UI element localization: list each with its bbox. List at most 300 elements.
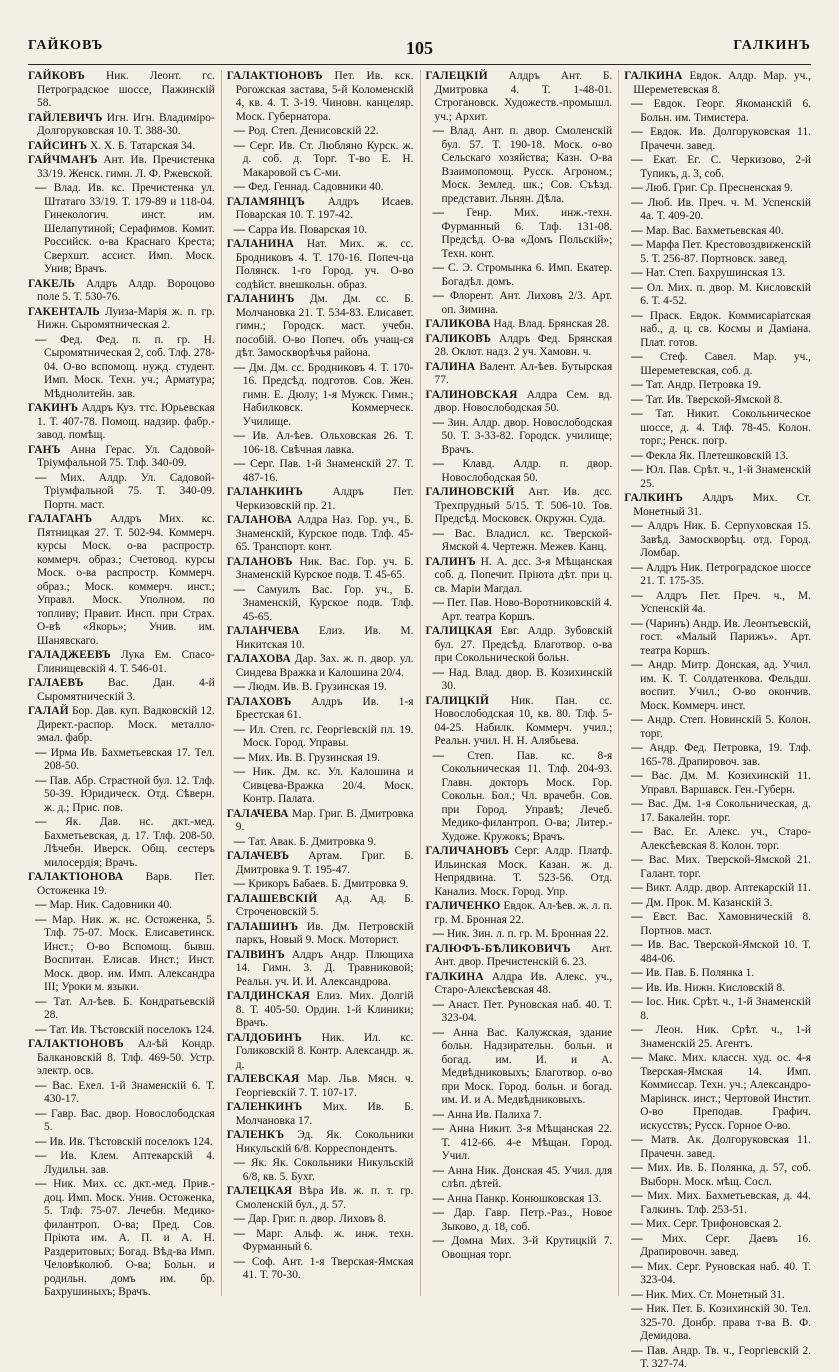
entry-text: Серг. Пав. 1-й Знаменскій 27. Т. 487-16. [242, 458, 414, 484]
entry-text: Дм. Прок. М. Казанскій 3. [645, 896, 773, 909]
entry-text: Елиз. Ив. М. Никитская 10. [235, 625, 414, 651]
entry-text: Ник. Вас. Гор. уч. Б. Знаменскій Курское подв. Т. 45-65. [235, 555, 414, 581]
entry-name: — [631, 798, 643, 810]
directory-entry [624, 1218, 811, 1232]
entry-text: Алдра Сем. вд. двор. Новослободская 50. [434, 388, 613, 414]
entry-text: Ив. Пав. Б. Полянка 1. [645, 967, 755, 979]
directory-entry [28, 899, 215, 913]
entry-name: — [432, 928, 445, 940]
directory-entry [28, 1038, 215, 1079]
directory-entry [624, 1024, 811, 1051]
entry-text: Ал-ѣй Кондр. Балкановскій 8. Тлф. 469-50. Устр. электр. осв. [37, 1038, 215, 1077]
entry-name: — [631, 882, 643, 894]
directory-entry [624, 996, 811, 1023]
entry-name: ГАЛИКОВА [425, 318, 491, 330]
entry-name: — [631, 659, 643, 671]
entry-text: Валент. Ал-ѣев. Бутырская 77. [434, 360, 613, 386]
entry-text: Як. Як. Сокольники Никульскій 6/8, кв. 5. Бухг. [242, 1157, 414, 1183]
entry-text: Анна Герас. Ул. Садовой-Тріумфальной 75. Тлф. 340-09. [37, 443, 215, 469]
entry-name: ГАЛАНОВА [226, 514, 293, 526]
directory-entry [624, 1345, 811, 1372]
directory-entry [28, 1178, 215, 1300]
entry-text: Тат. Ив. Тверской-Ямской 8. [645, 393, 783, 406]
directory-entry [227, 458, 414, 485]
directory-entry [227, 1213, 414, 1227]
entry-name: — [631, 224, 643, 237]
entry-name: — [432, 1123, 445, 1135]
entry-text: Анна Ник. Донская 45. Учил. для слѣп. дѣтей. [441, 1164, 613, 1190]
directory-entry [426, 486, 613, 527]
directory-entry [227, 514, 414, 555]
entry-name: ГАЛАЧЕВА [226, 807, 289, 820]
header-rule [28, 64, 811, 65]
entry-name: — [631, 1288, 643, 1301]
entry-text: Алдра Ив. Алекс. уч., Старо-Алексѣевская 48. [434, 970, 613, 996]
directory-entry [28, 444, 215, 471]
directory-entry [426, 556, 613, 597]
entry-name: — [631, 98, 643, 110]
entry-name: — [631, 351, 643, 363]
entry-name: — [233, 181, 246, 193]
directory-entry [426, 361, 613, 388]
directory-entry [227, 1157, 414, 1184]
entry-text: Дм. Дм. сс. Бродниковъ 4. Т. 170-16. Предсѣд. подготов. Сов. Жен. гимн. Е. Дюлу; 1-я Мужск. Гимн.; Набилковск. Коммерческ. Училище. [242, 361, 414, 428]
entry-text: Пет. Пав. Ново-Воротниковскій 4. Арт. театра Коршъ. [441, 597, 613, 623]
entry-text: Алдръ Ив. 1-я Брестская 61. [235, 695, 414, 721]
directory-entry [426, 928, 613, 942]
directory-entry [426, 667, 613, 694]
entry-text: Мих. Серг. Руновская наб. 40. Т. 323-04. [640, 1260, 811, 1286]
entry-name: — [631, 996, 643, 1008]
entry-name: — [631, 393, 643, 406]
entry-text: Люб. Ив. Преч. ч. М. Успенскій 4а. Т. 409-20. [640, 196, 811, 222]
directory-entry [624, 1261, 811, 1288]
entry-text: Флорент. Ант. Лиховъ 2/3. Арт. оп. Зимина. [441, 290, 613, 316]
entry-text: Ник. Дм. кс. Ул. Калошина и Сивцева-Вражка 20/4. Моск. Контр. Палата. [242, 766, 414, 805]
entry-text: Ант. Ант. двор. Пречистенскій 6. 23. [434, 942, 613, 968]
entry-name: — [233, 878, 246, 890]
directory-entry [624, 882, 811, 896]
entry-text: Фед. Геннад. Садовники 40. [248, 181, 384, 193]
directory-entry [227, 752, 414, 766]
directory-entry [624, 98, 811, 125]
directory-entry [624, 1233, 811, 1260]
directory-entry [28, 154, 215, 181]
directory-entry [624, 225, 811, 239]
entry-text: (Чаринъ) Андр. Ив. Леонтьевскій, гост. «Малый Парижъ». Арт. театра Коршъ. [640, 617, 811, 657]
directory-entry [426, 943, 613, 970]
entry-text: Домна Мих. 3-й Крутицкій 7. Овощная торг. [441, 1235, 613, 1261]
directory-entry [624, 1289, 811, 1303]
entry-name: ГАЛАДЖЕЕВЪ [28, 649, 111, 661]
entry-name: — [631, 1134, 643, 1146]
entry-text: Тат. Никит. Сокольническое шоссе, д. 4. Тлф. 78-45. Колон. торг.; Ренск. погр. [640, 408, 811, 447]
entry-name: — [432, 458, 445, 470]
directory-entry [624, 154, 811, 181]
directory-entry [624, 394, 811, 408]
directory-entry [624, 379, 811, 393]
entry-text: Анаст. Пет. Руновская наб. 40. Т. 323-04. [441, 998, 613, 1024]
entry-text: Род. Степ. Денисовскій 22. [248, 125, 379, 137]
directory-entry [227, 653, 414, 680]
directory-entry [28, 775, 215, 816]
entry-text: Алдръ Ник. Б. Серпуховская 15. Завѣд. Замоскворѣц. отд. Город. Ломбар. [640, 520, 811, 559]
entry-name: ГАЛКИНА [425, 970, 484, 983]
entry-text: Ник. Пет. Б. Козихинскій 30. Тел. 325-70. Донбр. права т-ва В. Ф. Демидова. [640, 1303, 811, 1342]
entry-text: Дар. Гавр. Петр.-Раз., Новое Зыково, д. 18, соб. [441, 1207, 613, 1233]
entry-text: Зин. Алдр. двор. Новослободская 50. Т. 3-33-82. Городск. училище; Врачъ. [441, 416, 613, 456]
entry-text: Евг. Алдр. Зубовскій бул. 27. Предсѣд. Благотвор. о-ва при Сокольнической больн. [434, 625, 613, 664]
directory-entry [28, 871, 215, 898]
directory-entry [227, 224, 414, 238]
entry-text: Сарра Ив. Поварская 10. [248, 223, 368, 236]
entry-name: — [432, 290, 445, 302]
entry-text: Пет. Ив. кск. Рогожская застава, 5-й Коломенскій 4, кв. 4. Т. 3-19. Чиновн. канцеляр. Моск. Губернатора. [235, 70, 414, 123]
directory-entry [227, 1256, 414, 1283]
entry-text: Серг. Ив. Ст. Любляно Курск. ж. д. соб. д. Торг. Т-во Е. Н. Макаровой съ С-ми. [242, 139, 414, 179]
directory-entry [426, 318, 613, 332]
entry-name: — [432, 125, 445, 137]
entry-name: — [631, 1218, 643, 1230]
directory-entry [624, 239, 811, 266]
directory-entry [426, 389, 613, 416]
directory-entry [227, 293, 414, 361]
entry-text: Ник. Пан. сс. Новослободская 10, кв. 80. Тлф. 5-04-25. Набилк. Коммерч. учил.; Реальн. учил. Н. Н. Алябьева. [434, 694, 613, 747]
directory-entry [227, 724, 414, 751]
entry-text: Алдръ Исаев. Поварская 10. Т. 197-42. [235, 195, 414, 221]
entry-name: ГАЛИЦКАЯ [425, 625, 493, 637]
directory-entry [28, 1136, 215, 1150]
entry-text: Мих. Серг. Даевъ 16. Драпировочн. завед. [640, 1232, 811, 1258]
directory-entry [227, 625, 414, 652]
entry-text: Іос. Ник. Срѣт. ч., 1-й Знаменскій 8. [640, 996, 811, 1022]
directory-entry [624, 590, 811, 617]
entry-text: Вас. Владисл. кс. Тверской-Ямской 4. Чертежн. Межев. Канц. [441, 527, 613, 553]
directory-entry [28, 747, 215, 774]
entry-text: Ив. Ал-ѣев. Ольховская 26. Т. 106-18. Свѣчная лавка. [242, 430, 414, 456]
entry-name: ГАЛЕНКИНЪ [226, 1101, 303, 1113]
directory-entry [426, 458, 613, 485]
entry-text: Мар. Льв. Мясн. ч. Георгіевскій 7. Т. 107-17. [235, 1073, 414, 1099]
entry-name: — [631, 770, 643, 782]
entry-text: Екат. Ег. С. Черкизово, 2-й Тупикъ, д. 3, соб. [640, 154, 811, 180]
entry-text: Вас. Дан. 4-й Сыромятническій 3. [37, 677, 215, 703]
entry-name: — [35, 182, 47, 194]
entry-name: — [35, 333, 47, 346]
directory-entry [227, 556, 414, 583]
entry-name: ГАЛАХОВА [226, 653, 291, 665]
entry-text: Алдръ Куз. ттс. Юрьевская 1. Т. 407-78. Помощ. надзир. фабр.-завод. помѣщ. [37, 402, 215, 441]
entry-text: Самуилъ Вас. Гор. уч., Б. Знаменскій, Курское подв. Тлф. 45-65. [242, 583, 414, 623]
entry-text: Мих. Ив. Б. Молчановка 17. [235, 1101, 414, 1127]
entry-name: — [233, 361, 246, 374]
entry-name: — [35, 899, 47, 911]
directory-entry [28, 306, 215, 333]
entry-name: — [631, 267, 643, 279]
entry-text: Серг. Алдр. Платф. Ильинская Моск. Казан. ж. д. Непрядвина. Т. 523-56. Отд. Канализ. Моск. Город. Упр. [434, 845, 613, 898]
entry-name: — [631, 896, 643, 909]
entry-name: — [35, 816, 47, 828]
entry-name: — [631, 589, 643, 602]
entry-name: — [631, 967, 643, 979]
entry-name: — [432, 1235, 445, 1247]
page-number: 105 [406, 38, 433, 58]
entry-text: Генр. Мих. инж.-техн. Фурманный 6. Тлф. 131-08. Предсѣд. О-ва «Домъ Польскій»; Техн. конт. [441, 207, 613, 260]
header-left-word: ГАЙКОВЪ [28, 38, 104, 53]
entry-name: — [631, 239, 643, 251]
entry-text: Марфа Пет. Крестовоздвиженскій 5. Т. 256-87. Портновск. завед. [640, 239, 811, 265]
entry-name: — [233, 223, 246, 236]
directory-entry [624, 798, 811, 825]
entry-name: ГАЛВИНЪ [226, 948, 285, 961]
entry-name: — [631, 379, 643, 391]
entry-text: Варв. Пет. Остоженка 19. [37, 871, 215, 897]
entry-name: — [233, 751, 246, 764]
directory-entry [426, 845, 613, 899]
entry-name: ГАЛАНИНЪ [226, 293, 295, 305]
entry-text: Елиз. Мих. Долгій 8. Т. 405-50. Ордин. 1-й Клиники; Врачъ. [235, 990, 414, 1029]
entry-name: ГАЛАНОВЪ [226, 555, 293, 568]
entry-text: Степ. Пав. кс. 8-я Сокольническая 11. Тлф. 204-93. Главн. докторъ Моск. Гор. Сокольн. Бол.; Чл. врачебн. Сов. при Город. Управѣ; Лечеб. Медико-филантроп. О-ва; Литер.-Художе. Кружокъ; Врачъ. [441, 749, 613, 843]
directory-entry [28, 816, 215, 870]
directory-entry [624, 939, 811, 966]
entry-text: Фед. Фед. п. п. гр. Н. Сыромятническая 2, соб. Тлф. 278-04. О-во вспомощ. нужд. студент. Имп. Моск. Техн. уч.; Арматура; Мѣднолитейн. зав. [44, 333, 215, 400]
entry-text: Праск. Евдок. Коммисаріатская наб., д. ц. св. Космы и Даміана. Плат. готов. [640, 309, 811, 349]
entry-name: ГАЛЕЦКАЯ [226, 1185, 293, 1197]
directory-entry [624, 197, 811, 224]
entry-name: — [631, 196, 643, 209]
entry-text: Макс. Мих. классн. худ. ос. 4-я Тверская-Ямская 14. Имп. Коммиссар. Техн. уч.; Александро-Маріинск. инст.; Чертовой Инстит. О-во Преподав. Графич. искусствъ; Русск. Горное О-во. [640, 1052, 811, 1132]
entry-name: — [631, 939, 643, 951]
entry-name: — [631, 309, 643, 322]
entry-text: Люб. Григ. Ср. Пресненская 9. [645, 182, 793, 194]
entry-text: Лука Ем. Спасо-Глинищевскій 4. Т. 546-01. [37, 649, 215, 675]
entry-text: Игн. Игн. Владиміро-Долгоруковская 10. Т. 388-30. [37, 111, 215, 137]
directory-entry [624, 854, 811, 881]
directory-entry [624, 982, 811, 996]
entry-name: — [233, 835, 246, 848]
entry-name: — [35, 1150, 47, 1162]
entry-name: ГАЛАКТІОНОВЪ [226, 70, 323, 82]
directory-entry [426, 1207, 613, 1234]
entry-text: Андр. Степ. Новинскій 5. Колон. торг. [640, 714, 811, 740]
directory-entry [426, 417, 613, 458]
entry-text: Ирма Ив. Бахметьевская 17. Тел. 208-50. [44, 746, 215, 772]
entry-text: Вас. Мих. Тверской-Ямской 21. Галант. торг. [640, 854, 811, 880]
entry-name: — [233, 1255, 246, 1268]
entry-name: — [432, 998, 445, 1011]
directory-entry [227, 486, 414, 513]
entry-text: Стеф. Савел. Мар. уч., Шереметевская, соб. д. [640, 351, 811, 377]
directory-entry [624, 967, 811, 981]
directory-entry [28, 402, 215, 443]
entry-name: ГАЛИНЪ [425, 555, 476, 568]
entry-name: — [233, 139, 246, 152]
directory-entry [28, 1024, 215, 1038]
entry-name: — [432, 207, 445, 219]
entry-name: ГАЛЕНКЪ [226, 1129, 285, 1141]
directory-entry [227, 238, 414, 292]
entry-name: ГАКЕЛЬ [28, 277, 76, 290]
entry-text: Тат. Ив. Тѣстовскій поселокъ 124. [49, 1023, 215, 1036]
directory-entry [227, 1101, 414, 1128]
directory-entry [28, 140, 215, 154]
directory-entry [426, 290, 613, 317]
entry-name: ГАЛАКТІОНОВА [28, 871, 124, 883]
entry-text: Мих. Мих. Бахметьевская, д. 44. Галкинъ. Тлф. 253-51. [640, 1190, 811, 1216]
directory-entry [28, 705, 215, 746]
entry-name: — [233, 723, 246, 736]
entry-name: — [233, 1157, 246, 1169]
directory-entry [624, 897, 811, 911]
directory-entry [227, 990, 414, 1031]
directory-entry [624, 126, 811, 153]
entry-text: Мар. Ник. ж. нс. Остоженка, 5. Тлф. 75-07. Моск. Елисаветинск. Инст.; О-во Вспомощ. бывш. Воспитан. Елисав. Инст.; Инст. Моск. двор. им. Имп. Александра III; Уроки м. языки. [44, 913, 215, 993]
entry-text: Марг. Альф. ж. инж. техн. Фурманный 6. [242, 1227, 414, 1253]
entry-name: — [35, 1135, 47, 1148]
entry-text: Вас. Дм. 1-я Сокольническая, д. 17. Бакалейн. торг. [640, 798, 811, 824]
entry-text: С. Э. Стромынка 6. Имп. Екатер. Богадѣл. домъ. [441, 262, 613, 288]
entry-name: ГАЛАЧЕВЪ [226, 850, 290, 862]
entry-text: Мих. Алдр. Ул. Садовой-Тріумфальной 75. Т. 340-09. Портн. маст. [44, 471, 215, 511]
entry-name: — [631, 1303, 643, 1315]
entry-name: ГАЛИКОВЪ [425, 332, 492, 345]
directory-entry [227, 1228, 414, 1255]
directory-entry [624, 520, 811, 561]
entry-name: — [631, 1232, 643, 1245]
entry-text: Леон. Ник. Срѣт. ч., 1-й Знаменскій 25. Агентъ. [640, 1024, 811, 1050]
entry-text: Соф. Ант. 1-я Тверская-Ямская 41. Т. 70-30. [242, 1255, 414, 1281]
entry-name: — [233, 766, 246, 778]
directory-entry [624, 464, 811, 491]
entry-text: Тат. Авак. Б. Дмитровка 9. [248, 835, 377, 848]
entry-name: — [35, 774, 47, 787]
directory-entry [624, 742, 811, 769]
entry-text: Як. Дав. нс. дкт.-мед. Бахметьевская, д. 17. Тлф. 208-50. Лѣчебн. Иверск. Общ. сестеръ милосердія; Врачъ. [44, 816, 215, 869]
entry-text: Алдръ Мих. кс. Пятницкая 27. Т. 502-94. Коммерч. курсы Моск. о-ва распростр. коммерч. образ.; Счетовод. курсы Моск. о-ва распростр. Коммерч. образ.; Моск. коммерч. инст.; Управл. Моск. Уполном. по топливу; Правит. Инсп. при Страх. О-вѣ «Якорь»; Унив. им. Шанявскаго. [37, 513, 215, 647]
entry-name: — [233, 125, 246, 137]
entry-name: — [631, 981, 643, 994]
entry-text: Евст. Вас. Хамовническій 8. Портнов. маст. [640, 911, 811, 937]
entry-text: Гавр. Вас. двор. Новослободская 5. [44, 1107, 215, 1133]
directory-entry [426, 1165, 613, 1192]
entry-text: Ив. Клем. Аптекарскій 4. Лудильн. зав. [44, 1150, 215, 1176]
directory-entry [28, 278, 215, 305]
directory-entry [624, 492, 811, 519]
directory-entry [624, 770, 811, 797]
entry-text: Нат. Степ. Бахрушинская 13. [645, 267, 786, 279]
entry-text: Крикоръ Бабаев. Б. Дмитровка 9. [248, 878, 409, 890]
entry-name: — [631, 1024, 643, 1036]
entry-name: ГАЛАКТІОНОВЪ [28, 1038, 124, 1050]
entry-name: — [432, 527, 445, 540]
entry-name: ГАЛДОБИНЪ [226, 1031, 302, 1044]
entry-text: Мар. Ник. Садовники 40. [49, 899, 173, 911]
entry-text: Юл. Пав. Срѣт. ч., 1-й Знаменскій 25. [640, 464, 811, 490]
entry-text: Луиза-Марія ж. п. гр. Нижн. Сыромятническая 2. [37, 305, 215, 331]
directory-entry [624, 911, 811, 938]
entry-text: Бор. Дав. куп. Вадковскій 12. Директ.-распор. Моск. металло-эмал. фабр. [37, 705, 215, 744]
directory-entry [28, 513, 215, 648]
entry-text: Нат. Мих. ж. сс. Бродниковъ 4. Т. 170-16. Попеч-ца Полянск. 1-го Город. уч. О-во содѣйст. внешкольн. образ. [235, 238, 414, 291]
entry-name: ГАЛЮФЪ-БѢЛИКОВИЧЪ [425, 942, 571, 955]
directory-entry [426, 1123, 613, 1164]
entry-name: — [35, 746, 47, 759]
entry-text: Влад. Ант. п. двор. Смоленскій бул. 57. Т. 190-18. Моск. о-во Сельскаго хозяйства; Казн. О-ва Взаимопомощ. Русск. Агроном.; Моск. Землед. шк.; Сов. Съѣзд. представит. Льнян. Дѣла. [441, 125, 613, 205]
entry-text: Ив. Ив. Тѣстовскій поселокъ 124. [49, 1135, 213, 1148]
entry-text: Мих. Ив. В. Грузинская 19. [248, 751, 381, 764]
directory-entry [227, 1032, 414, 1073]
entry-name: ГАКЕНТАЛЬ [28, 305, 101, 318]
directory-entry [227, 681, 414, 695]
entry-name: ГАЛИНОВСКІЙ [425, 486, 515, 498]
entry-name: ГАЛАЙ [28, 705, 69, 717]
directory-entry [624, 1162, 811, 1189]
directory-entry [624, 351, 811, 378]
directory-entry [624, 618, 811, 659]
directory-entry [227, 808, 414, 835]
directory-entry [28, 1108, 215, 1135]
entry-text: Андр. Фед. Петровка, 19. Тлф. 165-78. Драпировоч. зав. [640, 742, 811, 768]
entry-text: Алдръ Алдр. Вороцово поле 5. Т. 530-76. [37, 277, 215, 303]
directory-entry [426, 1235, 613, 1262]
entry-name: ГАЛЕВСКАЯ [226, 1073, 300, 1085]
directory-entry [426, 1109, 613, 1123]
directory-entry [28, 334, 215, 402]
directory-entry [227, 766, 414, 807]
directory-entry [227, 1073, 414, 1100]
directory-entry [426, 333, 613, 360]
directory-entry [28, 996, 215, 1023]
entry-name: — [631, 1260, 643, 1273]
entry-name: — [35, 1107, 47, 1120]
entry-text: Алдръ Пет. Преч. ч., М. Успенскій 4а. [640, 589, 811, 615]
directory-entry [426, 750, 613, 845]
entry-text: Евдок. Ив. Долгоруковская 11. Прачечн. завед. [640, 126, 811, 152]
entry-name: — [631, 714, 643, 726]
entry-name: — [631, 617, 643, 630]
entry-name: — [432, 1026, 445, 1039]
entry-name: — [432, 416, 445, 429]
entry-text: Викт. Алдр. двор. Аптекарскій 11. [645, 882, 811, 894]
entry-name: — [631, 854, 643, 866]
directory-entry [426, 528, 613, 555]
directory-entry [28, 1080, 215, 1107]
entry-text: Дар. Зах. ж. п. двор. ул. Синдева Вражка и Калошина 20/4. [235, 653, 414, 679]
directory-entry [227, 430, 414, 457]
directory-entry [624, 562, 811, 589]
entry-name: ГАЛИЦКІЙ [425, 694, 490, 707]
entry-name: ГАЙЛЕВИЧЪ [28, 111, 103, 124]
directory-entry [227, 362, 414, 430]
entry-name: — [631, 281, 643, 294]
entry-name: — [432, 666, 445, 679]
entry-name: — [631, 182, 643, 194]
column-1 [28, 70, 215, 1296]
directory-entry [426, 207, 613, 261]
entry-name: — [631, 408, 643, 420]
entry-text: Ник. Мих. Ст. Монетный 31. [645, 1288, 785, 1301]
entry-name: ГАЛДИНСКАЯ [226, 990, 310, 1002]
directory-entry [624, 826, 811, 853]
directory-entry [624, 1052, 811, 1133]
entry-text: Х. Х. Б. Татарская 34. [90, 139, 196, 152]
entry-name: — [631, 1052, 643, 1064]
entry-text: Артам. Григ. Б. Дмитровка 9. Т. 195-47. [235, 850, 414, 876]
directory-entry [426, 1193, 613, 1207]
entry-text: Пав. Абр. Страстной бул. 12. Тлф. 50-39. Юридическ. Отд. Сѣверн. ж. д.; Прис. пов. [44, 774, 215, 814]
entry-name: — [432, 1192, 445, 1205]
